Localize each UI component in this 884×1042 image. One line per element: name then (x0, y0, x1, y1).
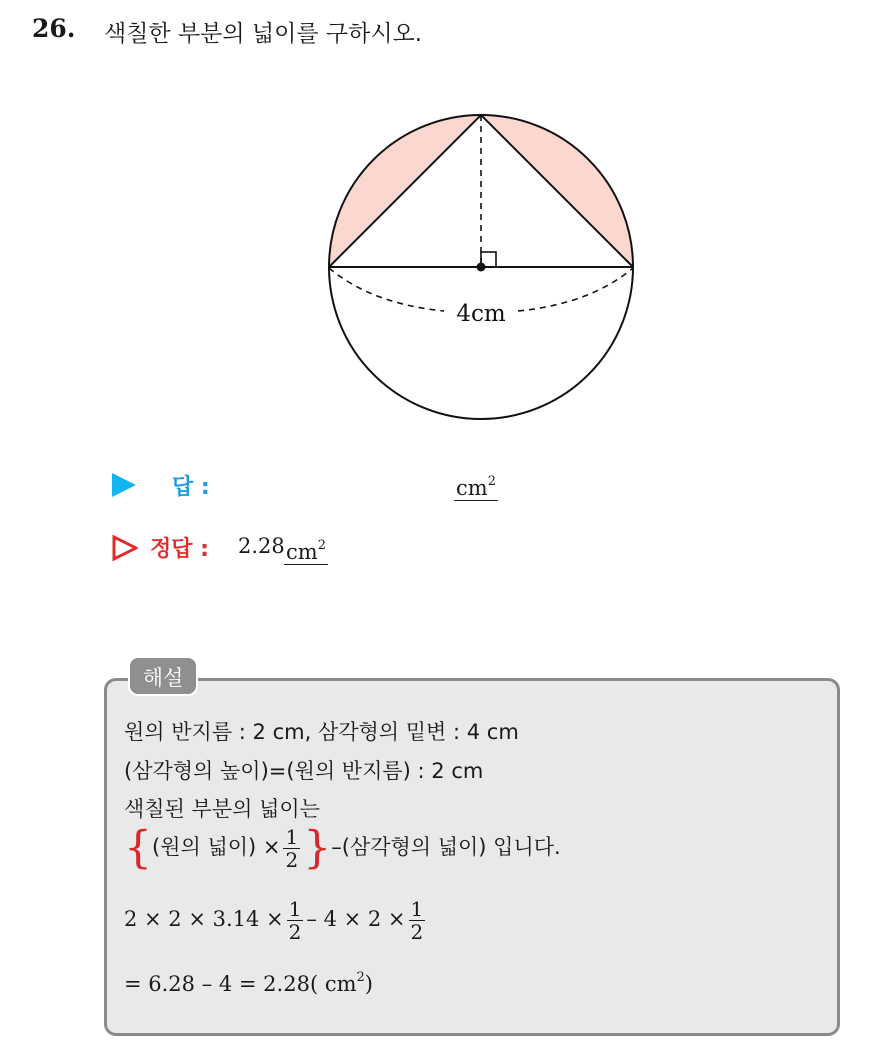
solution-line-1 (124, 716, 519, 746)
fraction-numerator: 1 (288, 897, 302, 921)
question-number: 26. (32, 14, 76, 43)
diameter-label: 4cm (456, 301, 506, 327)
answer-unit-exponent: 2 (487, 474, 496, 489)
shaded-segment-right (481, 100, 633, 267)
fraction-numerator: 1 (285, 825, 299, 849)
solution-line-4-part-b: –(삼각형의 넓이) 입니다. (331, 835, 561, 859)
solution-line-3 (124, 793, 320, 823)
solution-line-2-text: (삼각형의 높이)=(원의 반지름) : 2 cm (124, 759, 484, 783)
solution-line-4-part-a: (원의 넓이) × (152, 835, 281, 859)
solution-line-6-exponent: 2 (356, 970, 365, 985)
correct-answer-row (110, 531, 530, 565)
fraction-numerator: 1 (410, 897, 424, 921)
solution-line-1-text: 원의 반지름 : 2 cm, 삼각형의 밑변 : 4 cm (124, 720, 519, 744)
correct-answer-unit (284, 534, 328, 565)
center-dot (477, 263, 486, 272)
circle-triangle-figure (0, 0, 884, 460)
play-outline-icon (112, 535, 138, 561)
diameter-dashed-arc-right (518, 268, 633, 311)
solution-line-5 (124, 898, 428, 943)
solution-line-3-text: 색칠된 부분의 넓이는 (124, 797, 320, 821)
correct-answer-value: 2.28 (238, 534, 285, 558)
diameter-dashed-arc-left (329, 268, 444, 311)
solution-line-6-end: ) (364, 972, 373, 996)
solution-line-2 (124, 755, 483, 785)
answer-row (110, 470, 530, 502)
fraction-denominator: 2 (285, 848, 299, 872)
left-brace: { (124, 822, 152, 874)
solution-line-5-part-b: – 4 × 2 × (306, 907, 406, 931)
shaded-segment-left (329, 100, 481, 267)
solution-line-6-text: = 6.28 – 4 = 2.28( cm (124, 972, 357, 996)
answer-unit-blank[interactable] (454, 470, 498, 501)
fraction-half (283, 826, 300, 871)
fraction-denominator: 2 (410, 920, 424, 944)
fraction-half (409, 898, 426, 943)
solution-tab: 해설 (128, 656, 198, 696)
question-text: 색칠한 부분의 넓이를 구하시오. (104, 21, 423, 47)
solution-line-4 (124, 822, 561, 874)
solution-line-5-part-a: 2 × 2 × 3.14 × (124, 907, 284, 931)
fraction-denominator: 2 (288, 920, 302, 944)
solution-line-6 (124, 970, 373, 996)
play-triangle-icon (112, 473, 136, 497)
answer-label: 답 : (172, 475, 210, 500)
answer-unit: cm (456, 476, 488, 500)
correct-answer-label: 정답 : (150, 537, 209, 562)
correct-unit-text: cm (286, 540, 318, 564)
correct-unit-exponent: 2 (317, 538, 326, 553)
fraction-half (287, 898, 304, 943)
right-brace: } (303, 822, 332, 874)
